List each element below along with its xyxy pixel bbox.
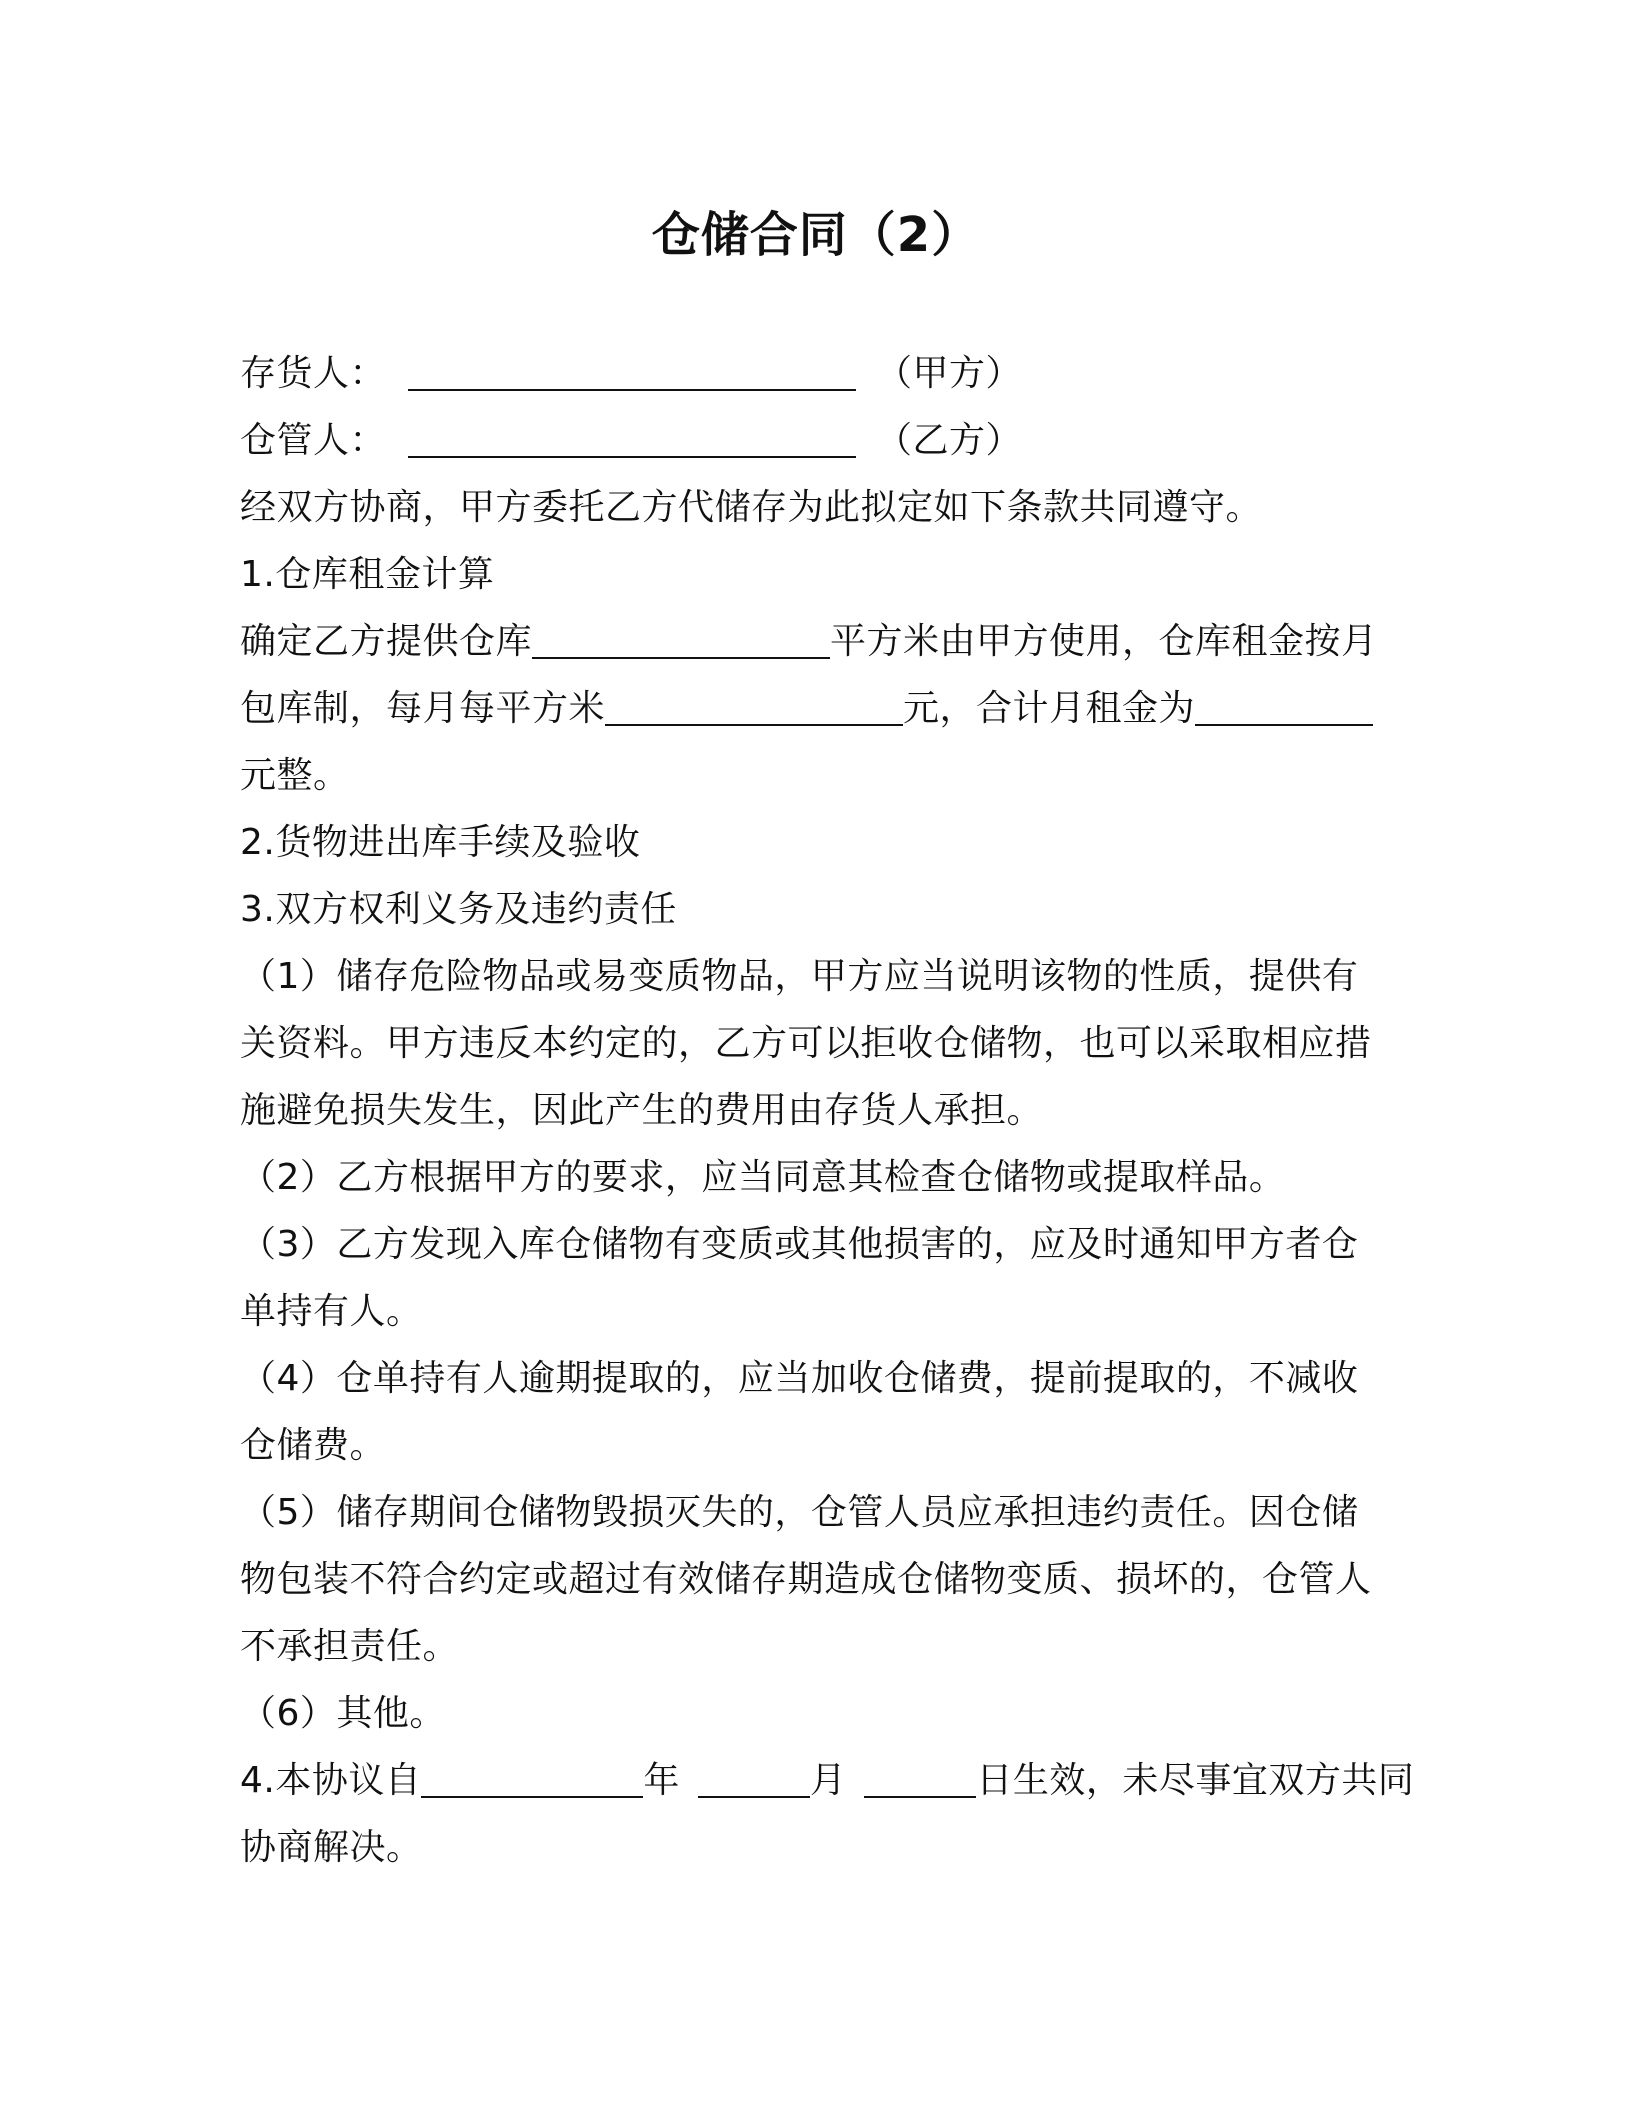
month-label: 月 [809, 1760, 847, 1801]
keeper-role: （乙方） [876, 420, 1023, 461]
clause-1-line: （1）储存危险物品或易变质物品，甲方应当说明该物的性质，提供有 [240, 956, 1359, 997]
intro-text: 经双方协商，甲方委托乙方代储存为此拟定如下条款共同遵守。 [240, 487, 1263, 528]
section-4-line-2: 协商解决。 [240, 1827, 423, 1868]
section-1-line-3: 元整。 [240, 755, 350, 796]
depositor-line [240, 340, 1398, 407]
keeper-blank[interactable] [408, 416, 856, 458]
clause-6-line: （6）其他。 [240, 1693, 446, 1734]
section-1-line-2 [240, 675, 1398, 742]
unit-price-blank[interactable] [605, 684, 903, 726]
section-1-line-1 [240, 608, 1398, 675]
keeper-label: 仓管人： [240, 420, 387, 461]
depositor-blank[interactable] [408, 349, 856, 391]
day-blank[interactable] [864, 1756, 976, 1798]
month-blank[interactable] [698, 1756, 810, 1798]
rent-text-b: 平方米由甲方使用，仓库租金按月 [830, 621, 1378, 662]
clause-3-line: （3）乙方发现入库仓储物有变质或其他损害的，应及时通知甲方者仓 [240, 1224, 1359, 1265]
depositor-role: （甲方） [876, 353, 1023, 394]
section-2-heading: 2.货物进出库手续及验收 [240, 822, 641, 863]
clause-2-line: （2）乙方根据甲方的要求，应当同意其检查仓储物或提取样品。 [240, 1157, 1286, 1198]
clause-3-line: 单持有人。 [240, 1291, 423, 1332]
document-title: 仓储合同（2） [651, 207, 981, 263]
rent-text-c: 包库制，每月每平方米 [240, 688, 606, 729]
rent-text-a: 确定乙方提供仓库 [240, 621, 533, 662]
clause-5-line: （5）储存期间仓储物毁损灭失的，仓管人员应承担违约责任。因仓储 [240, 1492, 1359, 1533]
monthly-total-blank[interactable] [1195, 684, 1373, 726]
section-4-line-1 [240, 1747, 1415, 1814]
section-1-heading: 1.仓库租金计算 [240, 554, 495, 595]
area-blank[interactable] [532, 617, 830, 659]
year-label: 年 [643, 1760, 680, 1801]
document-body [240, 340, 1415, 1881]
clause-1-line: 施避免损失发生，因此产生的费用由存货人承担。 [240, 1090, 1044, 1131]
effective-suffix: 日生效，未尽事宜双方共同 [976, 1760, 1415, 1801]
depositor-label: 存货人： [240, 353, 387, 394]
clause-4-line: （4）仓单持有人逾期提取的，应当加收仓储费，提前提取的，不减收 [240, 1358, 1359, 1399]
year-blank[interactable] [421, 1756, 643, 1798]
clause-1-line: 关资料。甲方违反本约定的，乙方可以拒收仓储物，也可以采取相应措 [240, 1023, 1372, 1064]
section-3-heading: 3.双方权利义务及违约责任 [240, 889, 677, 930]
clause-5-line: 物包装不符合约定或超过有效储存期造成仓储物变质、损坏的，仓管人 [240, 1559, 1372, 1600]
rent-text-d: 元，合计月租金为 [903, 688, 1196, 729]
clause-4-line: 仓储费。 [240, 1425, 387, 1466]
keeper-line [240, 407, 1398, 474]
clause-5-line: 不承担责任。 [240, 1626, 460, 1667]
effective-prefix: 4.本协议自 [240, 1760, 422, 1801]
